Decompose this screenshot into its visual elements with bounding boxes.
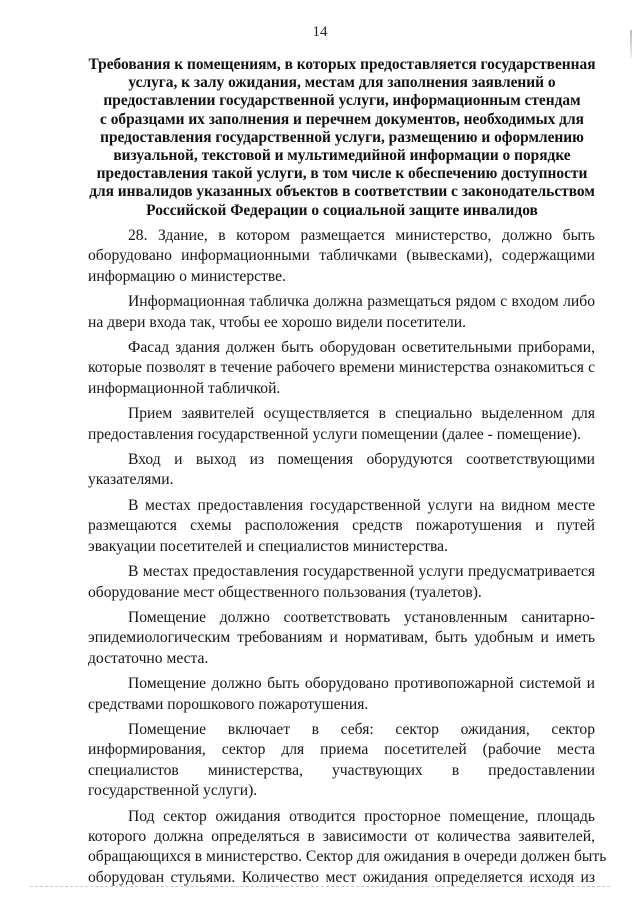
scan-bottom-edge	[30, 886, 610, 887]
heading-line: предоставления государственной услуги, размещению и оформлению	[100, 128, 584, 146]
paragraph	[88, 562, 595, 603]
heading-line: с образцами их заполнения и перечнем документов, необходимых для	[100, 110, 584, 128]
paragraph-line: Информационная табличка должна размещаться рядом с входом либо	[128, 293, 595, 311]
heading-line: Требования к помещениям, в которых предоставляется государственная	[88, 56, 596, 73]
paragraph-line: В местах предоставления государственной услуги на видном месте	[128, 496, 595, 514]
paragraph	[88, 450, 595, 491]
page-number: 14	[312, 24, 328, 40]
paragraph-line: на двери входа так, чтобы ее хорошо видели посетители.	[88, 313, 466, 331]
paragraph-line: Фасад здания должен быть оборудован осветительными приборами,	[128, 339, 595, 357]
paragraph	[88, 292, 595, 333]
paragraph-line: Помещение должно соответствовать установленным санитарно-	[128, 608, 595, 626]
paragraph-line: Вход и выход из помещения оборудуются соответствующими	[128, 451, 595, 469]
paragraph-line: обращающихся в министерство. Сектор для ожидания в очереди должен быть	[88, 848, 607, 866]
paragraph-line: которые позволят в течение рабочего времени министерства ознакомиться с	[88, 359, 595, 377]
paragraph-line: эвакуации посетителей и специалистов министерства.	[88, 537, 448, 555]
paragraph	[88, 496, 595, 557]
paragraph-line: средствами порошкового пожаротушения.	[88, 695, 369, 713]
heading-line: Российской Федерации о социальной защите инвалидов	[146, 201, 538, 219]
paragraph	[88, 226, 595, 287]
paragraph-line: специалистов министерства, участвующих в предоставлении	[88, 761, 595, 779]
heading-line: визуальной, текстовой и мультимедийной информации о порядке	[113, 147, 571, 165]
paragraph-line: информационной табличкой.	[88, 379, 281, 397]
section-heading	[84, 56, 600, 220]
heading-line: для инвалидов указанных объектов в соответствии с законодательством	[89, 183, 595, 201]
heading-line: услуга, к залу ожидания, местам для заполнения заявлений о	[128, 74, 556, 92]
paragraph-line: Помещение должно быть оборудовано противопожарной системой и	[128, 675, 595, 693]
paragraph	[88, 608, 595, 669]
paragraph-line: В местах предоставления государственной услуги предусматривается	[128, 563, 595, 581]
paragraph	[88, 807, 607, 889]
paragraph-line: Прием заявителей осуществляется в специально выделенном для	[128, 405, 595, 423]
paragraph-line: информирования, сектор для приема посетителей (рабочие места	[88, 741, 595, 759]
paragraph-line: достаточно места.	[88, 649, 209, 667]
paragraph-line: Под сектор ожидания отводится просторное помещение, площадь	[128, 807, 595, 825]
paragraph-line: эпидемиологическим требованиям и нормативам, быть удобным и иметь	[88, 629, 595, 647]
paragraph-line: указателями.	[88, 471, 174, 489]
paragraph	[88, 674, 595, 715]
paragraph-line: оборудование мест общественного пользования (туалетов).	[88, 583, 482, 601]
body-text	[88, 226, 607, 893]
paragraph-line: 28. Здание, в котором размещается министерство, должно быть	[128, 227, 595, 244]
paragraph-line: государственной услуги).	[88, 782, 258, 800]
paragraph	[88, 720, 595, 802]
paragraph	[88, 404, 595, 445]
paragraph-line: информацию о министерстве.	[88, 267, 286, 285]
paragraph	[88, 338, 595, 399]
paragraph-line: Помещение включает в себя: сектор ожидания, сектор	[128, 720, 595, 738]
heading-line: предоставлении государственной услуги, информационным стендам	[103, 92, 581, 110]
paragraph-line: оборудован стульями. Количество мест ожидания определяется исходя из	[88, 868, 595, 886]
paragraph-line: размещаются схемы расположения средств пожаротушения и путей	[88, 517, 595, 535]
paragraph-line: предоставления государственной услуги помещении (далее - помещение).	[88, 425, 581, 443]
paragraph-line: оборудовано информационными табличками (вывесками), содержащими	[88, 247, 595, 265]
heading-line: предоставления такой услуги, в том числе к обеспечению доступности	[96, 165, 588, 183]
paragraph-line: которого должна определяться в зависимости от количества заявителей,	[88, 827, 595, 845]
